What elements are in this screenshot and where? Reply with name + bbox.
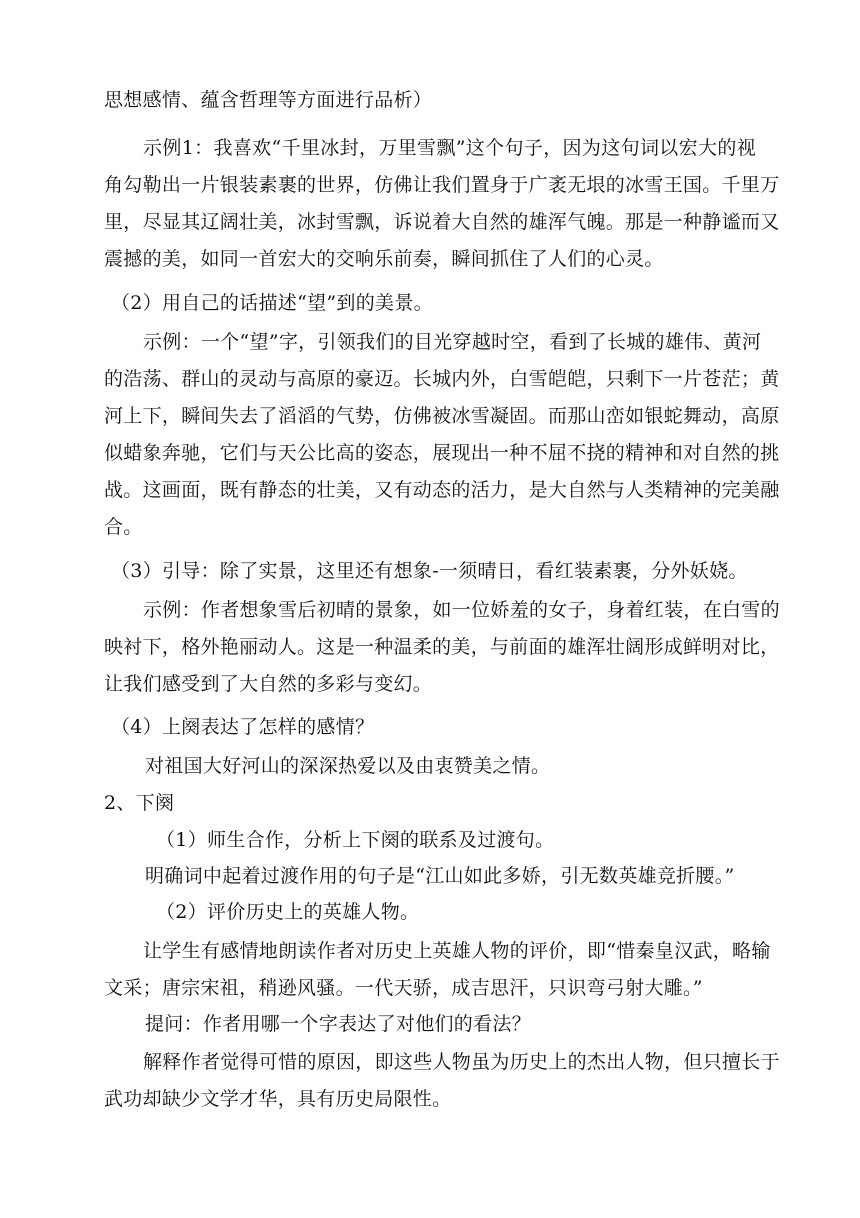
example-1-line: 角勾勒出一片银装素裹的世界，仿佛让我们置身于广袤无垠的冰雪王国。千里万 — [104, 174, 780, 196]
example-2-line: 的浩荡、群山的灵动与高原的豪迈。长城内外，白雪皑皑，只剩下一片苍茫；黄 — [104, 368, 780, 390]
example-3-line: 让我们感受到了大自然的多彩与变幻。 — [104, 673, 433, 695]
answer-4-line: 对祖国大好河山的深深热爱以及由衷赞美之情。 — [145, 755, 551, 777]
explanation-line: 武功却缺少文学才华，具有历史局限性。 — [104, 1088, 452, 1110]
question-3-heading: （3）引导：除了实景，这里还有想象-一须晴日，看红装素裹，分外妖娆。 — [111, 560, 748, 582]
example-3-line: 示例：作者想象雪后初晴的景象，如一位娇羞的女子，身着红装，在白雪的 — [143, 599, 780, 621]
section-heading-xiaque: 2、下阕 — [104, 792, 175, 814]
example-2-line: 示例：一个“望”字，引领我们的目光穿越时空，看到了长城的雄伟、黄河 — [143, 331, 762, 353]
evaluation-line: 让学生有感情地朗读作者对历史上英雄人物的评价，即“惜秦皇汉武，略输 — [143, 940, 771, 962]
example-2-line: 战。这画面，既有静态的壮美，又有动态的活力，是大自然与人类精神的完美融 — [104, 479, 780, 501]
question-line: 提问：作者用哪一个字表达了对他们的看法？ — [145, 1013, 532, 1035]
example-2-line: 似蜡象奔驰，它们与天公比高的姿态，展现出一种不屈不挠的精神和对自然的挑 — [104, 442, 780, 464]
explanation-line: 解释作者觉得可惜的原因，即这些人物虽为历史上的杰出人物，但只擅长于 — [143, 1051, 780, 1073]
subsection-1-heading: （1）师生合作，分析上下阕的联系及过渡句。 — [156, 829, 555, 851]
example-1-line: 里，尽显其辽阔壮美，冰封雪飘，诉说着大自然的雄浑气魄。那是一种静谧而又 — [104, 211, 780, 233]
subsection-2-heading: （2）评价历史上的英雄人物。 — [156, 901, 420, 923]
example-1-line: 示例1：我喜欢“千里冰封，万里雪飘”这个句子，因为这句词以宏大的视 — [143, 137, 756, 159]
evaluation-line: 文采；唐宗宋祖，稍逊风骚。一代天骄，成吉思汗，只识弯弓射大雕。” — [104, 977, 703, 999]
question-2-heading: （2）用自己的话描述“望”到的美景。 — [111, 292, 433, 314]
transition-sentence-line: 明确词中起着过渡作用的句子是“江山如此多娇，引无数英雄竞折腰。” — [145, 865, 735, 887]
question-4-heading: （4）上阕表达了怎样的感情？ — [111, 716, 375, 738]
example-1-line: 震撼的美，如同一首宏大的交响乐前奏，瞬间抓住了人们的心灵。 — [104, 248, 664, 270]
paragraph-line: 思想感情、蕴含哲理等方面进行品析） — [104, 89, 433, 111]
example-2-line: 河上下，瞬间失去了滔滔的气势，仿佛被冰雪凝固。而那山峦如银蛇舞动，高原 — [104, 405, 780, 427]
example-3-line: 映衬下，格外艳丽动人。这是一种温柔的美，与前面的雄浑壮阔形成鲜明对比， — [104, 636, 780, 658]
example-2-line: 合。 — [104, 516, 143, 538]
